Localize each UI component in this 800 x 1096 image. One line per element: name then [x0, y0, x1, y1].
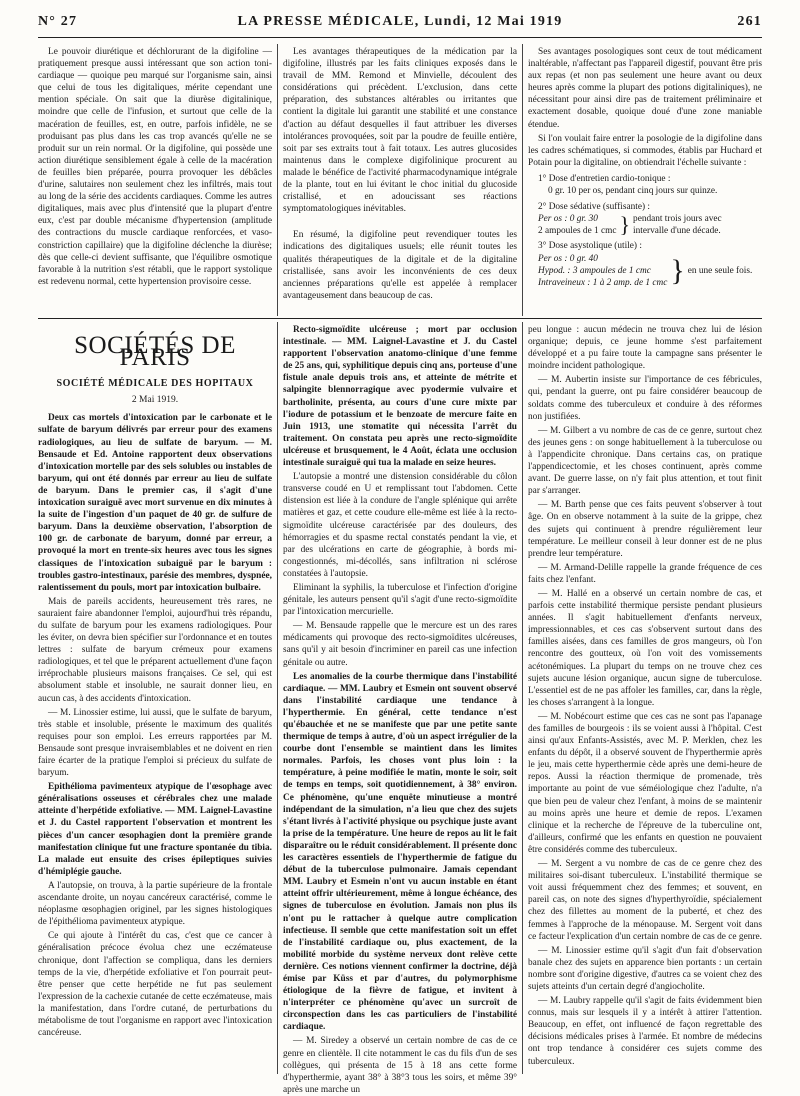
paragraph: L'autopsie a montré une distension considérable du côlon transverse coudé en U et remplissant tout l'abdomen. Cette distension est liée à la condure de l'angle splénique qui arrête matières et gaz, et cette coudure elle-même est liée à la recto-sigmoïdite ulcéreuse caractérisée par des douleurs, des hémorragies et du spasme rectal constatés pendant la vie, et par des ulcérations en carte de géographie, à bords mi-congestionnés, mi-décollés, sans infiltration ni sclérose constatées à l'autopsie.	[283, 472, 517, 579]
bottom-column-2	[283, 324, 518, 1095]
page-number: 261	[737, 14, 762, 29]
dose-asystolique-iv: Intraveineux : 1 à 2 amp. de 1 cmc	[538, 278, 668, 289]
article-courbe-thermique: Les anomalies de la courbe thermique dans l'instabilité cardiaque. — MM. Laubry et Esmein ont souvent observé dans l'instabilité cardiaque une tendance à l'hyperthermie. En général, cette tendance n'est qu'ébauchée et ne se manifeste que par une petite sante thermique de temps à autre, d'où un aspect irrégulier de la courbe dont l'ensemble se maintient dans les limites normales. Parfois, les choses vont plus loin : la température, à peine modifiée le matin, monte le soir, soit de temps en temps, soit quotidiennement, à 38° environ. Ce phénomène, qu'une enquête minutieuse a montré indépendant de la simulation, n'a lieu que chez des sujets s'étant livrés à l'activité physique ou psychique juste avant la prise de la température. Une heure de repos au lit le fait disparaître ou le réduit considérablement. Il présente donc les caractères essentiels de l'hyperthermie de fatigue du début de la tuberculose pulmonaire. Jamais cependant MM. Laubry et Esmein n'ont vu aucun instable en étant atteint offrir ultérieurement, même à longue échéance, des signes de tuberculose en évolution. Jamais non plus ils n'ont pu le rattacher à quelque autre complication infectieuse. Il semble que cette manifestation soit un effet de l'instabilité cardiaque ou, plus exactement, de la mobilité morbide du système nerveux dont relève cette dernière. Ces notions viennent confirmer la doctrine, déjà émise par Küss et par d'autres, du polymorphisme étiologique de la fièvre de fatigue, et invitent à n'interpréter ce phénomène qu'avec un surcroît de circonspection dans les cas particuliers de l'instabilité cardiaque.	[283, 671, 518, 1033]
column-divider	[522, 322, 523, 1074]
masthead	[38, 14, 762, 34]
paragraph: — M. Gilbert a vu nombre de cas de ce genre, surtout chez des jeunes gens : on songe habituellement à la tuberculose ou à l'appendicite chronique. Dans certains cas, on pratique l'appendicectomie, et les choses continuent, après comme avant. De guerre lasse, on n'y fait plus attention, et tout finit par s'arranger.	[528, 425, 762, 497]
paragraph: Mais de pareils accidents, heureusement très rares, ne sauraient faire abandonner l'emploi, aujourd'hui très répandu, du sulfate de baryum pour les examens radiologiques. Pour les éviter, on devra bien spécifier sur l'ordonnance et en toutes lettres : sulfate de baryum crémeux pour examens radiologiques, et tel que le préparent actuellement d'une façon irréprochable plusieurs maisons françaises. Ce sel, qui est absolument stable et insoluble, ne saurait donner lieu, en aucun cas, à des accidents d'intoxication.	[38, 596, 272, 704]
masthead-rule	[38, 37, 762, 38]
paragraph: — M. Siredey a observé un certain nombre de cas de ce genre en clientèle. Il cite notamment le cas du fils d'un de ses collègues, qui présenta de 15 à 18 ans cette forme d'hyperthermie, ayant 38° à 38°3 tous les soirs, et même 39° après une marche un	[283, 1036, 517, 1095]
dose-entretien-title: 1° Dose d'entretien cardio-tonique :	[538, 173, 671, 184]
top-column-3	[528, 46, 762, 314]
paragraph: — M. Linossier estime, lui aussi, que le sulfate de baryum, très stable et insoluble, présente le maximum des qualités requises pour son emploi. Les erreurs rapportées par M. Bensaude sont presque invraisemblables et ne doivent en rien faire écarter de la pratique l'emploi si précieux du sulfate de baryum.	[38, 707, 272, 779]
dose-asystolique-per-os: Per os : 0 gr. 40	[538, 253, 598, 264]
paragraph: A l'autopsie, on trouva, à la partie supérieure de la frontale ascendante droite, un noyau cancéreux caractérisé, comme le néoplasme œsophagien originel, par les signes histologiques de l'épithélioma pavimenteux atypique.	[38, 880, 272, 928]
dose-sedative-duration: pendant trois jours avec	[633, 213, 722, 224]
article-recto-sigmoidite: Recto-sigmoïdite ulcéreuse ; mort par occlusion intestinale. — MM. Laignel-Lavastine et J. du Castel rapportent l'observation anatomo-clinique d'une femme de 25 ans, qui, syphilitique depuis cinq ans, porteuse d'une fistule anale depuis trois ans, et atteinte de métrite et salpingite blennorragique avec pyodermie vulvaire et bartholinite, présenta, au cours d'une cure mixte par l'iodure de potassium et le benzoate de mercure faite en Juin 1913, une stomatite qui nécessita l'arrêt du traitement. On constata peu après une recto-sigmoïdite ulcéreuse et brusquement, le 4 Août, éclata une occlusion intestinale suraiguë qui tua la malade en seize heures.	[283, 325, 517, 469]
paragraph: En résumé, la digifoline peut revendiquer toutes les indications des digitaliques usuels; elle réunit toutes les qualités thérapeutiques de la digitale et de la digitaline cristallisée, sans avoir les inconvénients de ces deux anciennes préparations qu'elle est appelée à remplacer avantageusement dans beaucoup de cas.	[283, 230, 517, 301]
section-rule	[38, 318, 762, 319]
article-epithelioma: Epithélioma pavimenteux atypique de l'œsophage avec généralisations osseuses et cérébrales chez une malade atteinte d'herpétide exfoliative. — MM. Laignel-Lavastine et J. du Castel rapportent l'observation et montrent les pièces d'un cancer œsophagien dont la première grande manifestation clinique fut une fracture spontanée du tibia. La malade eut ensuite des crises épileptiques suivies d'hémiplégie gauche.	[38, 782, 272, 877]
top-column-2	[283, 46, 517, 314]
paragraph: peu longue : aucun médecin ne trouva chez lui de lésion organique; depuis, ce jeune homme s'est parfaitement développé et a pu faire toute la campagne sans présenter le moindre incident pathologique.	[528, 325, 762, 372]
top-column-1	[38, 46, 272, 314]
dosage-scale	[538, 173, 762, 290]
dose-sedative-interval: intervalle d'une décade.	[633, 226, 721, 237]
paragraph: — M. Barth pense que ces faits peuvent s'observer à tout âge. On en observe notamment à la suite de la grippe, chez des sujets qui continuent à prendre régulièrement leur température. Le meilleur conseil à leur donner est de ne plus prendre leur température.	[528, 500, 762, 559]
dose-sedative-title: 2° Dose sédative (suffisante) :	[538, 201, 650, 212]
dose-asystolique-title: 3° Dose asystolique (utile) :	[538, 241, 642, 252]
paragraph: — M. Hallé en a observé un certain nombre de cas, et parfois cette instabilité thermique persiste pendant plusieurs années. Il s'agit habituellement d'enfants nerveux, impressionnables, et ces cas s'observent surtout dans des familles aisées, dans ces familles de gros mangeurs, où l'on rencontre des goutteux, où l'on voit des vomissements acétonémiques. La plupart du temps on ne trouve chez ces sujets aucune lésion organique, aucun signe de tuberculose. L'essentiel est de ne pas affoler les familles, car, dans la règle, les choses s'arrangent à la longue.	[528, 588, 762, 708]
session-date: 2 Mai 1919.	[131, 395, 179, 406]
column-divider	[522, 44, 523, 316]
bottom-column-3	[528, 324, 762, 1074]
paragraph: — M. Nobécourt estime que ces cas ne sont pas l'apanage des familles de bourgeois : ils se voient aussi à l'hôpital. C'est ainsi qu'aux Enfants-Assistés, avec M. P. Merklen, chez les enfants du dépôt, il a observé souvent de l'hyperthermie après le jeu, mais cette hyperthermie cède après une demi-heure de repos. Aussi la réaction thermique de promenade, très importante au point de vue séméiologique chez l'adulte, n'a que bien peu de valeur chez l'enfant, à moins de se maintenir au moins après une heure et demie de repos. L'examen clinique et la recherche de l'épreuve de la tuberculine ont, d'ailleurs, confirmé que les enfants en question ne pouvaient être considérés comme des tuberculeux.	[528, 711, 762, 855]
issue-number: N° 27	[38, 14, 78, 29]
dose-sedative-block: Per os : 0 gr. 30 2 ampoules de 1 cmc } pendant trois jours avec intervalle d'une décade.	[538, 212, 722, 238]
paragraph: Ce qui ajoute à l'intérêt du cas, c'est que ce cancer à généralisation précoce évolua chez une eczémateuse chronique, dont l'affection se compliqua, dans les derniers temps de la vie, d'herpétide exfoliative et l'on pourrait peut-être penser que cette herpétide ne fut pas seulement l'expression de la cachexie cutanée de cette eczémateuse, mais la manifestation, dans l'ordre cutané, de perturbations du métabolisme de tout l'organisme en rapport avec l'intoxication cancéreuse.	[38, 931, 272, 1039]
paragraph: Le pouvoir diurétique et déchlorurant de la digifoline — pratiquement presque aussi intéressant que son action toni-cardiaque — quoique peu marqué sur l'organisme sain, ainsi que celui de tous les digitaliques, mérite cependant une mention spéciale. On sait que la diurèse digitalinique, moindre que celle de l'infusion, et surtout que celle de la macération de feuilles, est, en outre, parfois infidèle, ne se produisant pas plus dans les cas trop avancés qu'elle ne se produit sur un rein normal. Or la digifoline, qui possède une action diurétique sensiblement égale à celle de la macération de feuilles bien préparée, pourra provoquer les débâcles d'urine, salutaires non seulement chez les infiltrés, mais tout au long de la série des accidents cardiaques. Comme les autres digitaliques, mais avec plus d'intensité que la plupart d'entre eux, c'est par double mécanisme d'hypertension (amplitude des contractions du muscle cardiaque renforcées, et vaso-constriction capillaire) que la digifoline déclenche la diurèse; dès que celle-ci devient suffisante, que l'équilibre osmotique favorable à la nutrition s'est rétabli, que le rapport systolique est redevenu normal, cette hypertension provisoire cesse.	[38, 47, 272, 287]
society-title: SOCIÉTÉ MÉDICALE DES HOPITAUX	[56, 378, 254, 390]
paragraph: — M. Armand-Delille rappelle la grande fréquence de ces faits chez l'enfant.	[528, 562, 762, 585]
paragraph: Eliminant la syphilis, la tuberculose et l'infection d'origine génitale, les auteurs pensent qu'il s'agit d'une recto-sigmoïdite par l'intoxication mercurielle.	[283, 582, 517, 618]
paragraph: Si l'on voulait faire entrer la posologie de la digifoline dans les cadres schématiques, si commodes, établis par Huchard et Potain pour la digitaline, on obtiendrait l'échelle suivante :	[528, 133, 762, 168]
dose-asystolique-block: Per os : 0 gr. 40 Hypod. : 3 ampoules de 1 cmc Intraveineux : 1 à 2 amp. de 1 cmc } en une seule fois.	[538, 253, 753, 289]
column-divider	[277, 44, 278, 316]
column-divider	[277, 322, 278, 1074]
paragraph: — M. Bensaude rappelle que le mercure est un des rares médicaments qui provoque des recto-sigmoïdites ulcéreuses, sans qu'il y ait besoin d'incriminer en pareil cas une infection génitale ou autre.	[283, 621, 517, 668]
section-title: SOCIÉTÉS DE PARIS	[74, 332, 236, 372]
dose-asystolique-hypod: Hypod. : 3 ampoules de 1 cmc	[538, 266, 651, 277]
paragraph: — M. Aubertin insiste sur l'importance de ces fébricules, qui, pendant la guerre, ont pu faire considérer beaucoup de soldats comme des tuberculeux et conduire à des réformes non justifiées.	[528, 375, 762, 422]
paragraph: — M. Sergent a vu nombre de cas de ce genre chez des militaires soi-disant tuberculeux. L'instabilité thermique se voit aussi fréquemment chez des femmes; et souvent, en pareil cas, on note des signes d'hyperthyroïdie, spécialement chez des fillettes au moment de la puberté, et chez des femmes à l'approche de la ménopause. M. Sergent voit dans ce facteur l'explication d'un certain nombre de cas de ce genre.	[528, 859, 762, 942]
journal-title: LA PRESSE MÉDICALE, Lundi, 12 Mai 1919	[237, 14, 563, 29]
paragraph: Les avantages thérapeutiques de la médication par la digifoline, illustrés par les faits cliniques exposés dans le travail de MM. Remond et Minvielle, découlent des considérations qui précèdent. L'exclusion, dans cette préparation, des substances altérables ou irritantes que contient la digitale lui garantit une stabilité et une constance d'action au défaut desquelles il faut attribuer les diverses intolérances provoquées, soit par la poudre de feuille entière, soit par ses extraits tout à fait totaux. Les autres glucosides maintenus dans le complexe digifolinique procurent au malade le bénéfice de l'activité pharmacodynamique intégrale de la plante, tout en lui évitant le choc initial du glucoside cristallisé, et en adoucissant ses réactions symptomatologiques inévitables.	[283, 47, 517, 215]
bottom-column-1	[38, 322, 272, 1074]
paragraph: Ses avantages posologiques sont ceux de tout médicament inaltérable, n'affectant pas l'appareil digestif, pouvant être pris aux repas (et non pas seulement une heure avant ou deux heures après comme la plupart des potions digitaliniques), ne nécessitant pour ainsi dire pas de traitement préliminaire et exactement dosable, quoique doué d'une zone maniable étendue.	[528, 47, 762, 130]
dose-sedative-ampoules: 2 ampoules de 1 cmc	[538, 226, 617, 237]
dose-asystolique-once: en une seule fois.	[687, 266, 753, 277]
paragraph: — M. Laubry rappelle qu'il s'agit de faits évidemment bien connus, mais sur lesquels il y a intérêt à attirer l'attention. Beaucoup, en effet, ont influencé de façon regrettable des décisions médicales prises à l'armée. Et nombre de médecins ont trop tendance à considérer ces sujets comme des tuberculeux.	[528, 996, 762, 1067]
dose-entretien-text: 0 gr. 10 per os, pendant cinq jours sur quinze.	[548, 186, 718, 197]
paragraph: — M. Linossier estime qu'il s'agit d'un fait d'observation banale chez des sujets en apparence bien portants : un certain nombre sont d'origine digestive, d'autres ca se voient chez des sujets atteints d'un certain degré d'angiocholite.	[528, 945, 762, 992]
article-baryum: Deux cas mortels d'intoxication par le carbonate et le sulfate de baryum délivrés par erreur pour des examens radiologiques, au lieu de sulfate de baryum. — M. Bensaude et Ed. Antoine rapportent deux observations d'intoxication mortelle par des sels solubles ou instables de baryum, qui ont été donnés par erreur au lieu de sulfate de baryum. Dans le premier cas, il s'agit d'une intoxication suraiguë avec mort survenue en dix minutes à la suite de l'ingestion d'un paquet de 40 gr. de sulfure de baryum. Dans la deuxième observation, l'absorption de 100 gr. de carbonate de baryum, donné par erreur, a provoqué la mort en trente-six heures avec tous les signes classiques de l'intoxication subaiguë par le baryum : troubles gastro-intestinaux, parésie des membres, dyspnée, ralentissement du pouls, mort par intoxication bulbaire.	[38, 413, 272, 593]
dose-sedative-per-os: Per os : 0 gr. 30	[538, 213, 598, 224]
